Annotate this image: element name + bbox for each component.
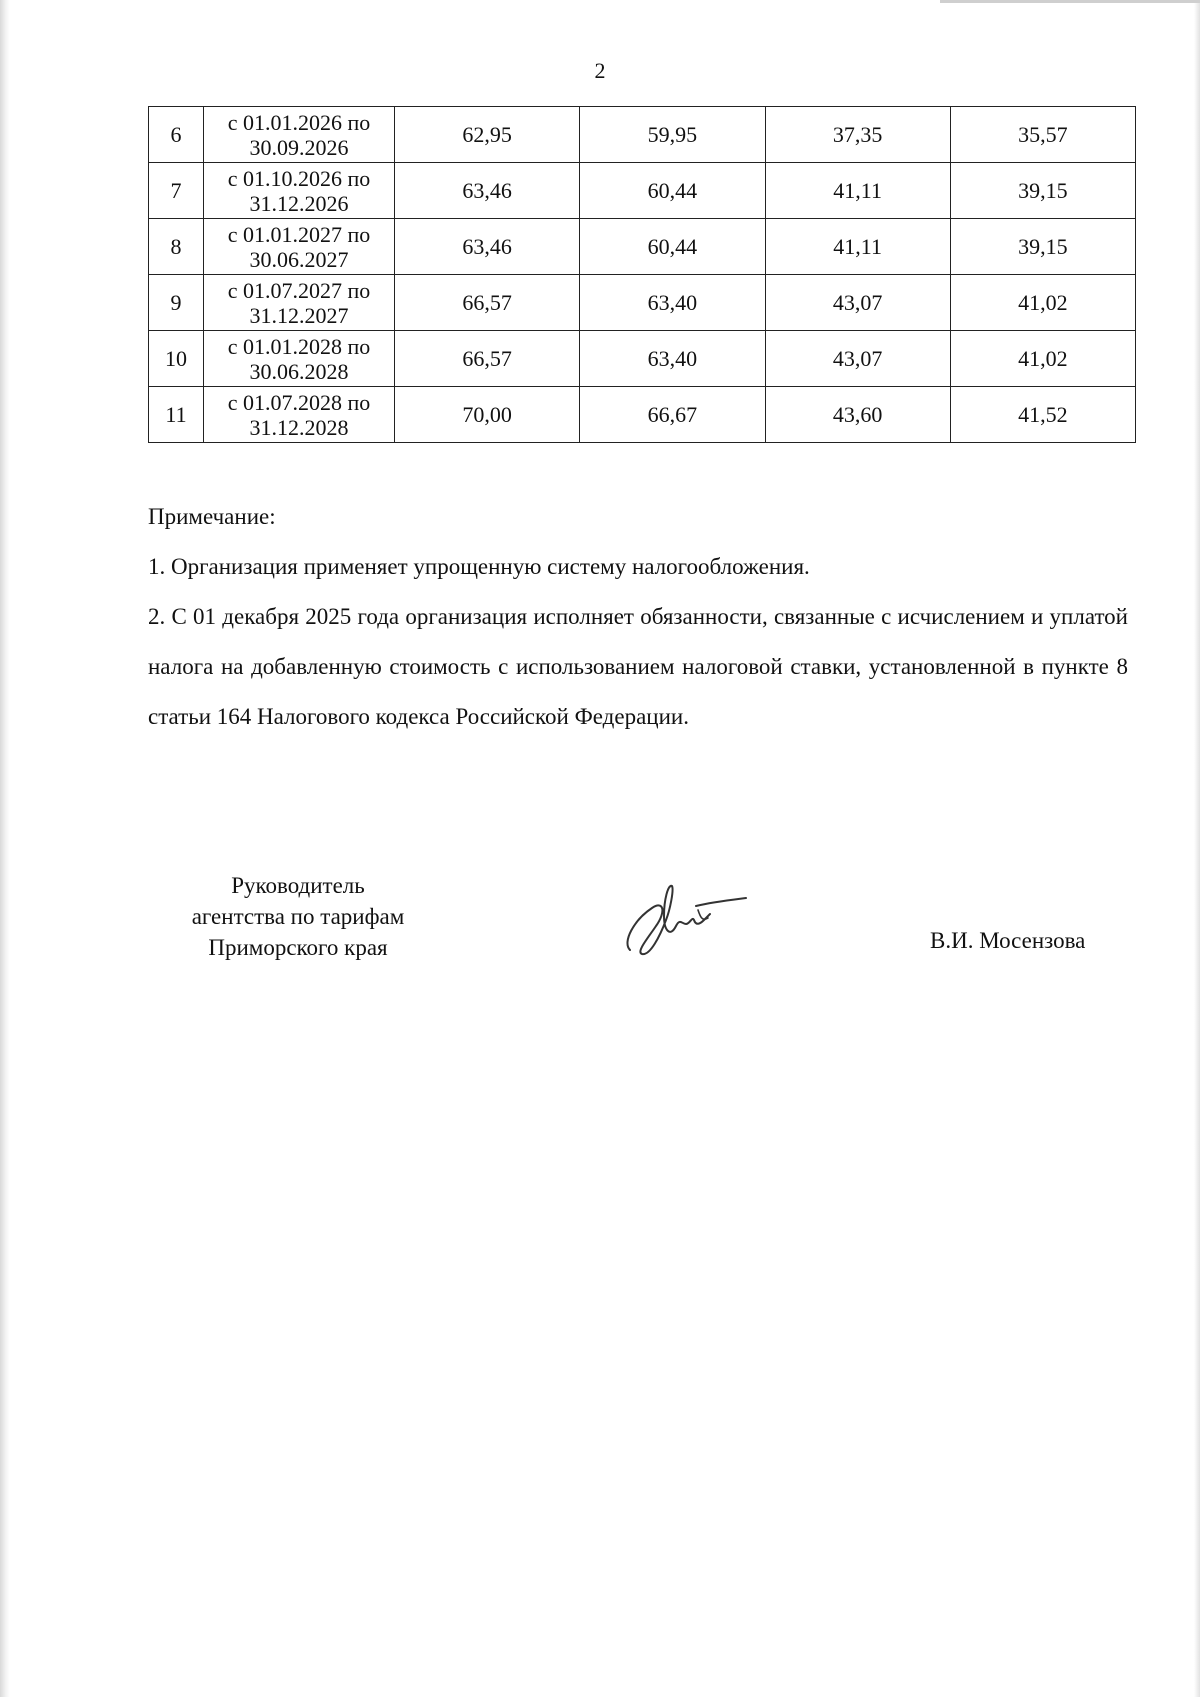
period-cell <box>204 163 395 219</box>
value-cell-3: 43,07 <box>765 275 950 331</box>
table-row <box>149 387 1136 443</box>
value-cell-4: 41,02 <box>950 275 1135 331</box>
value-cell-1: 63,46 <box>395 163 580 219</box>
period-end: 30.09.2026 <box>249 134 349 160</box>
page-number: 2 <box>594 58 606 83</box>
value-cell-2: 63,40 <box>580 275 765 331</box>
table-row <box>149 331 1136 387</box>
scan-shadow-top <box>940 0 1200 3</box>
note-item-2: 2. С 01 декабря 2025 года организация исполняет обязанности, связанные с исчислением и уплатой налога на добавленную стоимость с использованием налоговой ставки, установленной в пункте 8 статьи 164 Налогового кодекса Российской Федерации. <box>148 604 1128 729</box>
period-start: с 01.07.2028 по <box>227 389 371 415</box>
period-start: с 01.10.2026 по <box>227 165 371 191</box>
handwritten-signature <box>612 880 752 970</box>
value-cell-4: 39,15 <box>950 163 1135 219</box>
notes-heading: Примечание: <box>148 504 276 529</box>
value-cell-1: 66,57 <box>395 331 580 387</box>
position-line-3: Приморского края <box>208 935 388 960</box>
period-end: 31.12.2028 <box>249 414 349 440</box>
period-cell <box>204 107 395 163</box>
period-cell <box>204 387 395 443</box>
table-row <box>149 275 1136 331</box>
row-number: 8 <box>149 219 204 275</box>
period-cell <box>204 219 395 275</box>
period-start: с 01.01.2028 по <box>227 333 371 359</box>
value-cell-3: 41,11 <box>765 163 950 219</box>
row-number: 10 <box>149 331 204 387</box>
value-cell-4: 41,02 <box>950 331 1135 387</box>
value-cell-2: 66,67 <box>580 387 765 443</box>
value-cell-1: 62,95 <box>395 107 580 163</box>
period-end: 31.12.2027 <box>249 302 349 328</box>
value-cell-2: 60,44 <box>580 163 765 219</box>
row-number: 9 <box>149 275 204 331</box>
value-cell-4: 39,15 <box>950 219 1135 275</box>
value-cell-1: 66,57 <box>395 275 580 331</box>
row-number: 11 <box>149 387 204 443</box>
value-cell-4: 35,57 <box>950 107 1135 163</box>
period-end: 30.06.2027 <box>249 246 349 272</box>
value-cell-3: 37,35 <box>765 107 950 163</box>
position-line-2: агентства по тарифам <box>191 904 405 929</box>
period-start: с 01.01.2027 по <box>227 221 371 247</box>
period-end: 30.06.2028 <box>249 358 349 384</box>
position-line-1: Руководитель <box>231 873 365 898</box>
value-cell-3: 43,07 <box>765 331 950 387</box>
signatory-name: В.И. Мосензова <box>930 928 1086 953</box>
table-row <box>149 163 1136 219</box>
signatory-position <box>148 870 448 963</box>
value-cell-3: 41,11 <box>765 219 950 275</box>
value-cell-4: 41,52 <box>950 387 1135 443</box>
period-end: 31.12.2026 <box>249 190 349 216</box>
period-cell <box>204 275 395 331</box>
value-cell-2: 63,40 <box>580 331 765 387</box>
tariff-table <box>148 106 1136 443</box>
value-cell-2: 59,95 <box>580 107 765 163</box>
value-cell-1: 70,00 <box>395 387 580 443</box>
notes-section <box>148 492 1128 742</box>
row-number: 7 <box>149 163 204 219</box>
value-cell-3: 43,60 <box>765 387 950 443</box>
note-item-1: 1. Организация применяет упрощенную систему налогообложения. <box>148 554 810 579</box>
table-row <box>149 107 1136 163</box>
value-cell-1: 63,46 <box>395 219 580 275</box>
scan-shadow-left <box>0 0 10 1697</box>
scan-shadow-right <box>1194 0 1200 1697</box>
period-start: с 01.01.2026 по <box>227 109 371 135</box>
value-cell-2: 60,44 <box>580 219 765 275</box>
row-number: 6 <box>149 107 204 163</box>
period-start: с 01.07.2027 по <box>227 277 371 303</box>
table-row <box>149 219 1136 275</box>
period-cell <box>204 331 395 387</box>
